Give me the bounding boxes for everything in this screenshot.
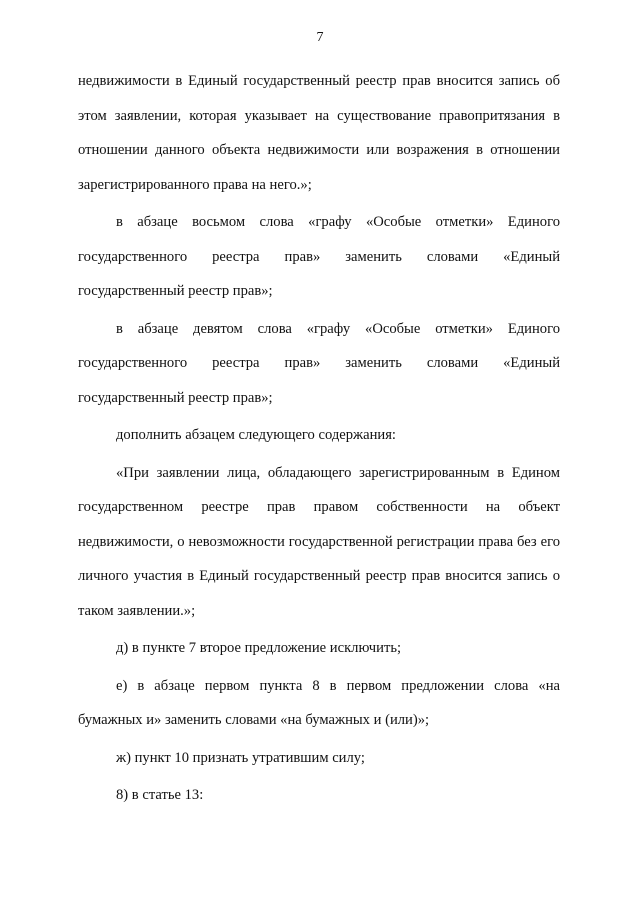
paragraph-item-8: 8) в статье 13: xyxy=(116,787,204,803)
paragraph-amend-ninth: в абзаце девятом слова «графу «Особые отметки» Единого государственного реестра прав» заменить словами «Единый государственный реестр прав»; xyxy=(78,320,560,406)
document-body xyxy=(78,64,560,816)
paragraph-item-e: е) в абзаце первом пункта 8 в первом предложении слова «на бумажных и» заменить словами «на бумажных и (или)»; xyxy=(78,677,560,728)
paragraph-item-d: д) в пункте 7 второе предложение исключить; xyxy=(116,640,402,656)
paragraph-amend-eighth: в абзаце восьмом слова «графу «Особые отметки» Единого государственного реестра прав» заменить словами «Единый государственный реестр прав»; xyxy=(78,214,560,299)
paragraph-item-zh: ж) пункт 10 признать утратившим силу; xyxy=(116,749,365,766)
paragraph-add-intro: дополнить абзацем следующего содержания: xyxy=(116,427,396,443)
paragraph-continuation: недвижимости в Единый государственный реестр прав вносится запись об этом заявлении, которая указывает на существование правопритязания в отношении данного объекта недвижимости или возражения в отношении зарегистрированного права на него.»; xyxy=(78,73,560,193)
paragraph-added-text: «При заявлении лица, обладающего зарегистрированным в Едином государственном реестре прав правом собственности на объект недвижимости, о невозможности государственной регистрации права без его личного участия в Единый государственный реестр прав вносится запись о таком заявлении.»; xyxy=(78,464,560,619)
page-number: 7 xyxy=(316,30,324,45)
